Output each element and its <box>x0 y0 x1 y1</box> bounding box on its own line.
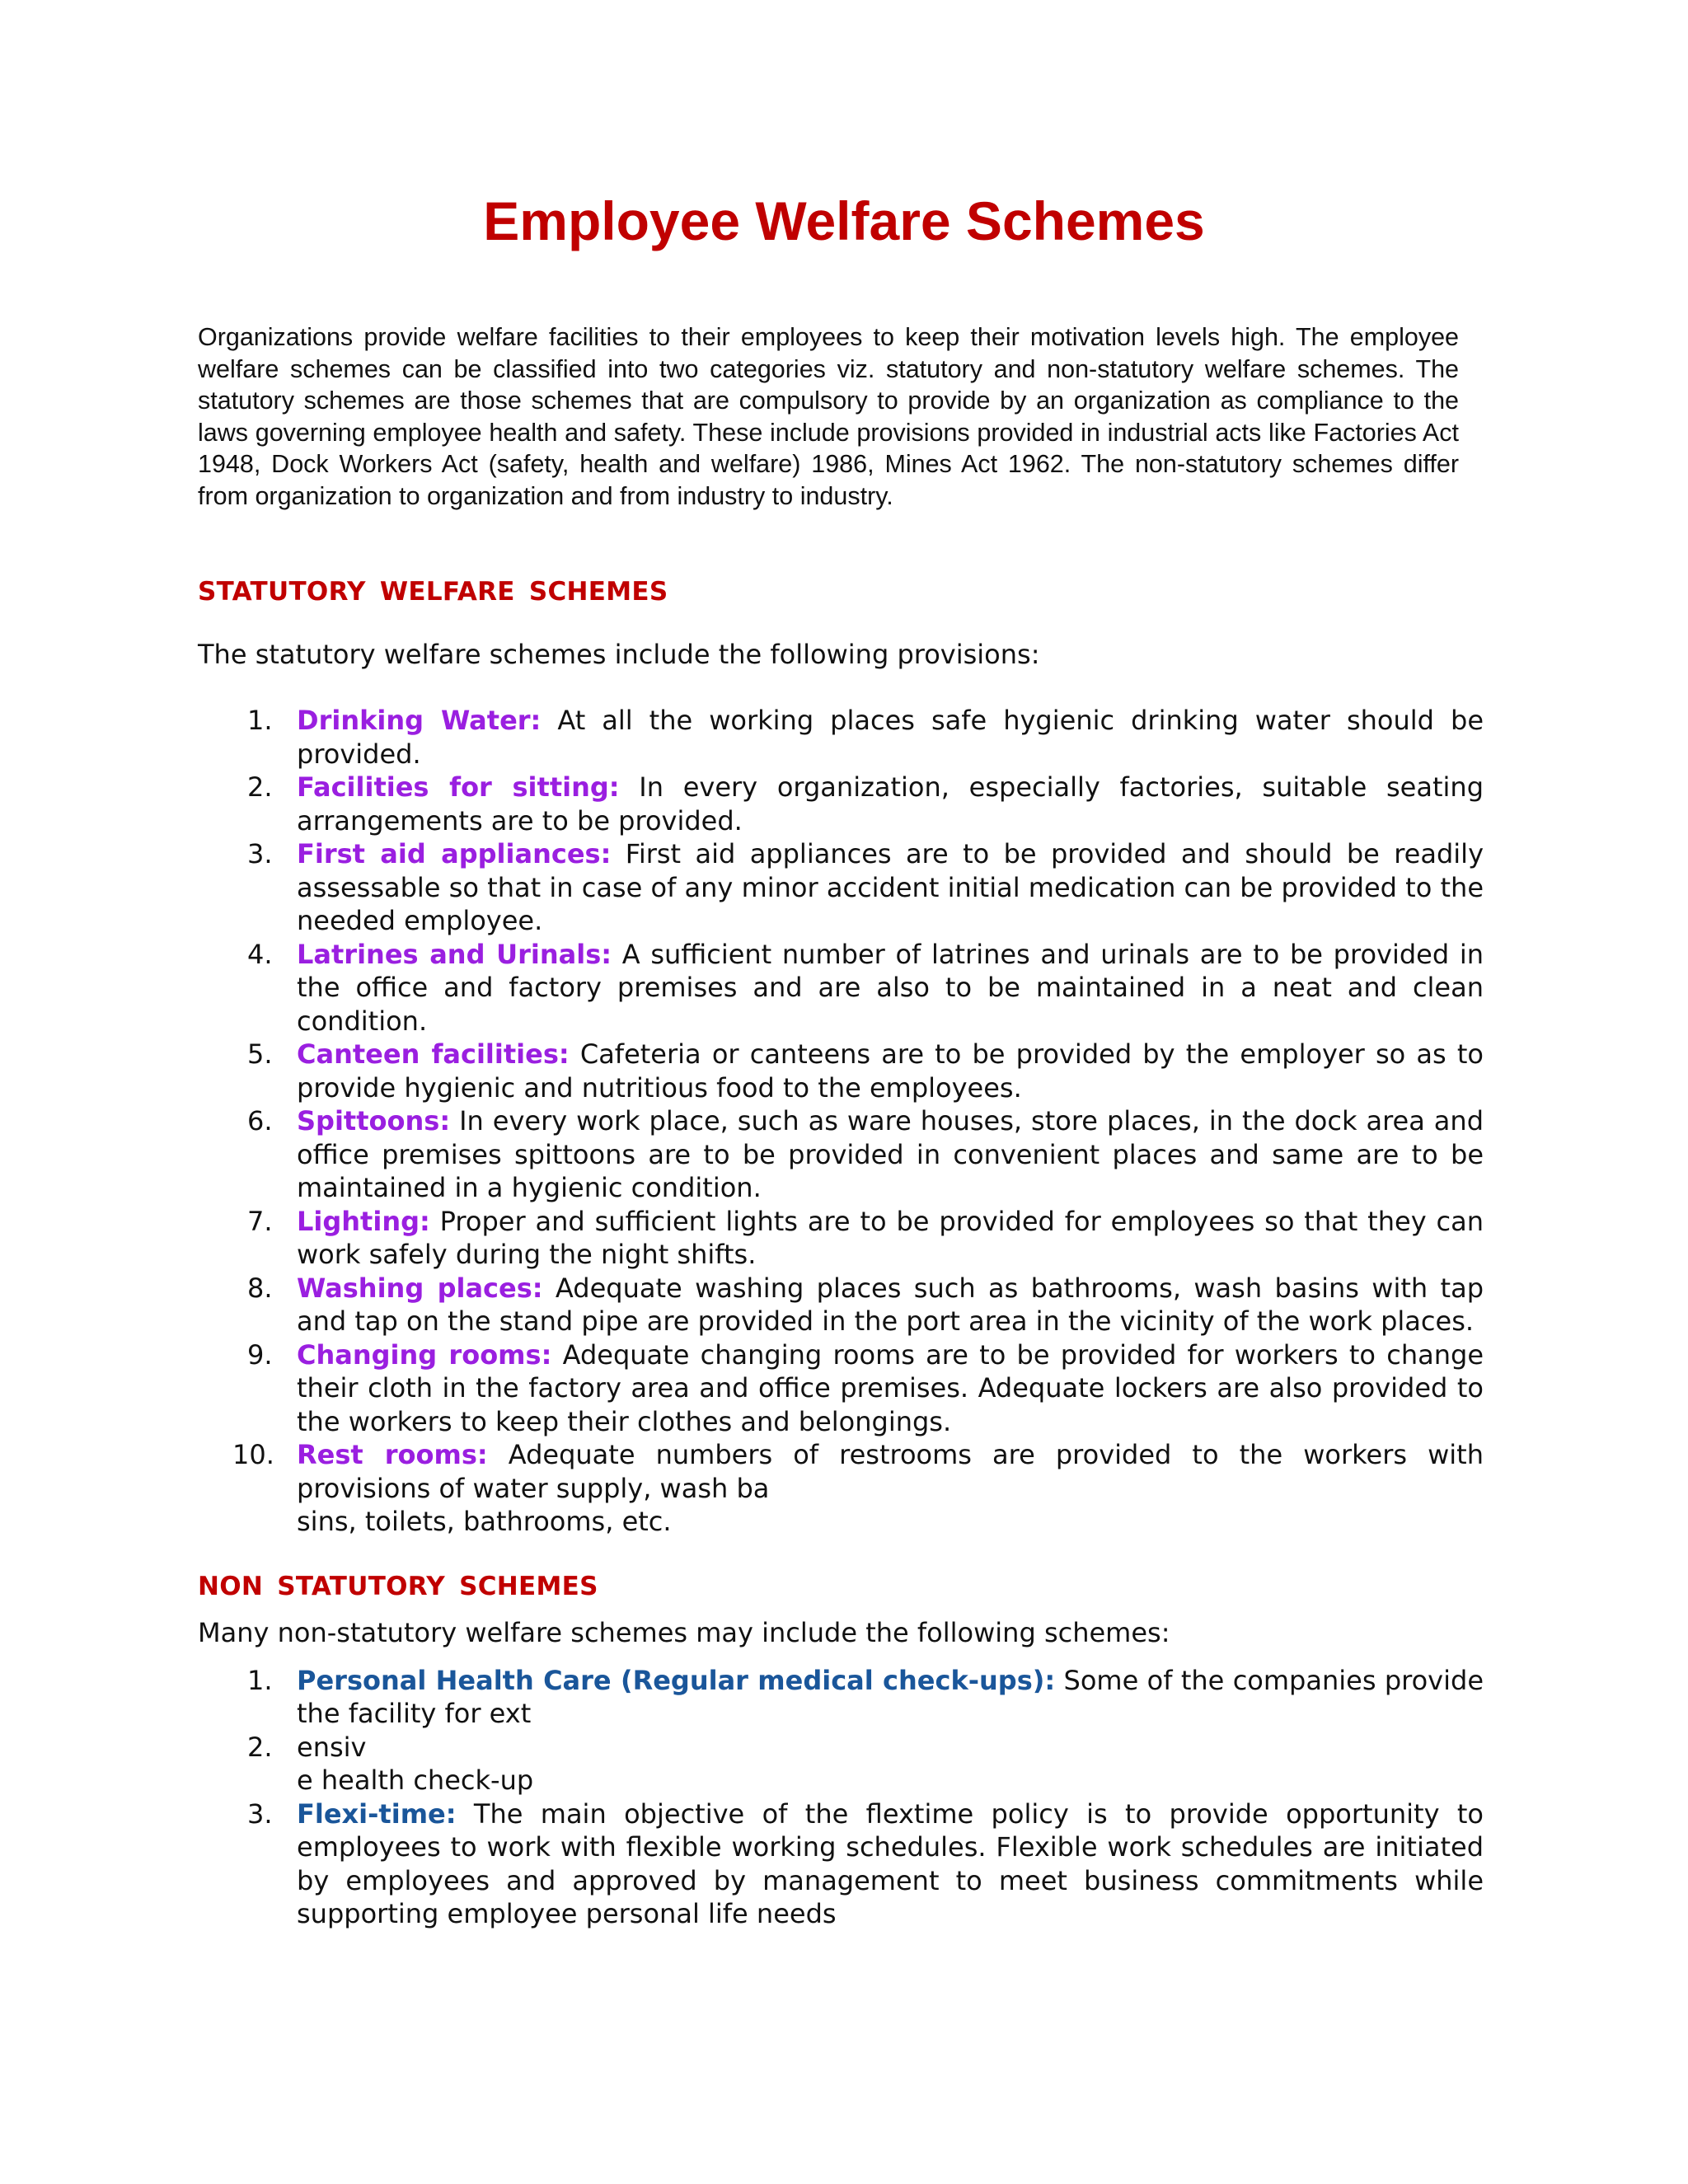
item-term: Rest rooms: <box>297 1439 488 1470</box>
item-number: 7. <box>247 1205 273 1237</box>
non-statutory-lead: Many non-statutory welfare schemes may include the following schemes: <box>198 1616 1170 1648</box>
page-title: Employee Welfare Schemes <box>483 190 1205 251</box>
list-item <box>198 1338 1484 1439</box>
item-term: Drinking Water: <box>297 705 542 736</box>
list-item <box>198 1272 1484 1338</box>
item-text: First aid appliances are to be provided and should be readily assessable so that in case of any minor accident initial medication can be provided to the needed employee. <box>297 838 1484 936</box>
list-item <box>198 1664 1484 1731</box>
item-term: Latrines and Urinals: <box>297 938 612 970</box>
item-number: 6. <box>247 1105 273 1137</box>
document-body <box>198 577 1484 1931</box>
list-item <box>198 1797 1484 1931</box>
item-number: 4. <box>247 938 273 970</box>
item-term: Spittoons: <box>297 1105 451 1137</box>
item-text: At all the working places safe hygienic drinking water should be provided. <box>297 705 1484 770</box>
statutory-heading: STATUTORY WELFARE SCHEMES <box>198 577 668 607</box>
statutory-lead: The statutory welfare schemes include the following provisions: <box>198 639 1040 670</box>
intro-paragraph: Organizations provide welfare facilities to their employees to keep their motivation levels high. The employee welfare schemes can be classified into two categories viz. statutory and non-statutory welfare schemes. The statutory schemes are those schemes that are compulsory to provide by an organization as compliance to the laws governing employee health and safety. These include provisions provided in industrial acts like Factories Act 1948, Dock Workers Act (safety, health and welfare) 1986, Mines Act 1962. The non-statutory schemes differ from organization to organization and from industry to industry. <box>198 323 1459 510</box>
item-text: Cafeteria or canteens are to be provided by the employer so as to provide hygienic and nutritious food to the employees. <box>297 1038 1484 1104</box>
item-number: 3. <box>247 1797 273 1830</box>
list-item <box>198 1205 1484 1272</box>
item-number: 5. <box>247 1038 273 1070</box>
item-term: First aid appliances: <box>297 838 612 869</box>
list-item <box>198 837 1484 938</box>
item-text-continued: sins, toilets, bathrooms, etc. <box>297 1506 672 1537</box>
item-text-continued: e health check-up <box>297 1765 534 1796</box>
item-number: 9. <box>247 1338 273 1371</box>
item-text: ensiv <box>297 1731 367 1763</box>
item-number: 10. <box>232 1439 274 1470</box>
item-term: Lighting: <box>297 1205 430 1237</box>
item-number: 1. <box>247 705 273 736</box>
item-term: Washing places: <box>297 1272 543 1304</box>
item-term: Personal Health Care (Regular medical check-ups): <box>297 1664 1056 1696</box>
item-term: Flexi-time: <box>297 1797 457 1830</box>
item-term: Changing rooms: <box>297 1338 552 1371</box>
item-number: 3. <box>247 838 273 869</box>
item-number: 2. <box>247 771 273 803</box>
item-text: Adequate washing places such as bathrooms, wash basins with tap and tap on the stand pipe are provided in the port area in the vicinity of the work places. <box>297 1272 1484 1337</box>
list-item <box>198 704 1484 771</box>
list-item <box>198 1438 1484 1539</box>
non-statutory-heading: NON STATUTORY SCHEMES <box>198 1571 598 1601</box>
statutory-list <box>198 704 1484 1539</box>
item-text: Adequate numbers of restrooms are provided to the workers with provisions of water supply, wash ba <box>297 1439 1484 1504</box>
item-term: Facilities for sitting: <box>297 771 620 803</box>
item-text: Some of the companies provide the facility for ext <box>297 1664 1484 1729</box>
item-number: 1. <box>247 1664 273 1696</box>
item-text: Proper and sufficient lights are to be provided for employees so that they can work safely during the night shifts. <box>297 1205 1484 1270</box>
list-item <box>198 771 1484 837</box>
list-item <box>198 1731 1484 1797</box>
item-number: 8. <box>247 1272 273 1304</box>
list-item <box>198 938 1484 1038</box>
list-item <box>198 1104 1484 1205</box>
non-statutory-list <box>198 1664 1484 1931</box>
item-text: In every work place, such as ware houses, store places, in the dock area and office premises spittoons are to be provided in convenient places and same are to be maintained in a hygienic condition. <box>297 1105 1484 1203</box>
item-text: In every organization, especially factories, suitable seating arrangements are to be provided. <box>297 771 1484 837</box>
item-number: 2. <box>247 1731 273 1763</box>
item-text: Adequate changing rooms are to be provided for workers to change their cloth in the factory area and office premises. Adequate lockers are also provided to the workers to keep their clothes and belongings. <box>297 1338 1484 1437</box>
item-text: The main objective of the flextime policy is to provide opportunity to employees to work with flexible working schedules. Flexible work schedules are initiated by employees and approved by management to meet business commitments while supporting employee personal life needs <box>297 1797 1484 1929</box>
item-text: A sufficient number of latrines and urinals are to be provided in the office and factory premises and are also to be maintained in a neat and clean condition. <box>297 938 1484 1037</box>
item-term: Canteen facilities: <box>297 1038 570 1070</box>
list-item <box>198 1038 1484 1104</box>
